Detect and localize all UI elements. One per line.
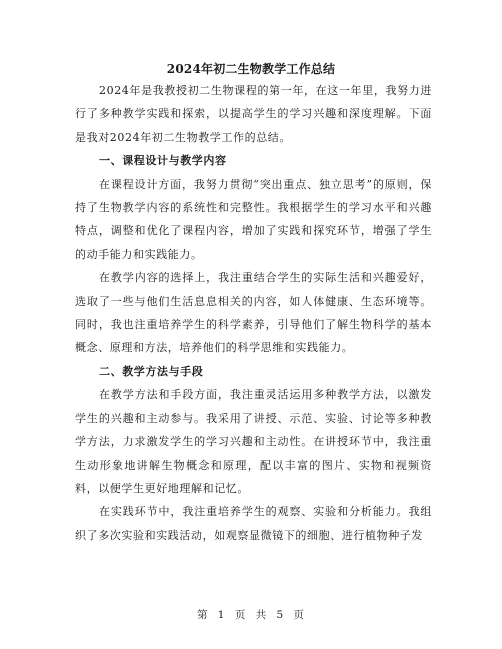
section-heading-teaching-methods: 二、教学方法与手段 [99,364,204,378]
body-paragraph: 在课程设计方面，我努力贯彻“突出重点、独立思考”的原则，保持了生物教学内容的系统性和完整性。我根据学生的学习水平和兴趣特点，调整和优化了课程内容，增加了实践和探究环节，增强了学生的动手能力和实践能力。 [75,177,432,261]
body-paragraph: 在实践环节中，我注重培养学生的观察、实验和分析能力。我组织了多次实验和实践活动，如观察显微镜下的细胞、进行植物种子发 [75,505,432,542]
document-title: 2024年初二生物教学工作总结 [166,62,336,76]
body-paragraph: 在教学内容的选择上，我注重结合学生的实际生活和兴趣爱好，选取了一些与他们生活息息相关的内容，如人体健康、生态环境等。同时，我也注重培养学生的科学素养，引导他们了解生物科学的基本概念、原理和方法，培养他们的科学思维和实践能力。 [75,271,432,355]
document-body [75,79,432,547]
intro-paragraph: 2024年是我教授初二生物课程的第一年，在这一年里，我努力进行了多种教学实践和探索，以提高学生的学习兴趣和深度理解。下面是我对2024年初二生物教学工作的总结。 [75,84,432,144]
section-heading-course-design: 一、课程设计与教学内容 [99,154,227,168]
page-number-footer: 第 1 页 共 5 页 [196,609,306,621]
body-paragraph: 在教学方法和手段方面，我注重灵活运用多种教学方法，以激发学生的兴趣和主动参与。我采用了讲授、示范、实验、讨论等多种教学方法，力求激发学生的学习兴趣和主动性。在讲授环节中，我注重生动形象地讲解生物概念和原理，配以丰富的图片、实物和视频资料，以便学生更好地理解和记忆。 [75,388,432,495]
